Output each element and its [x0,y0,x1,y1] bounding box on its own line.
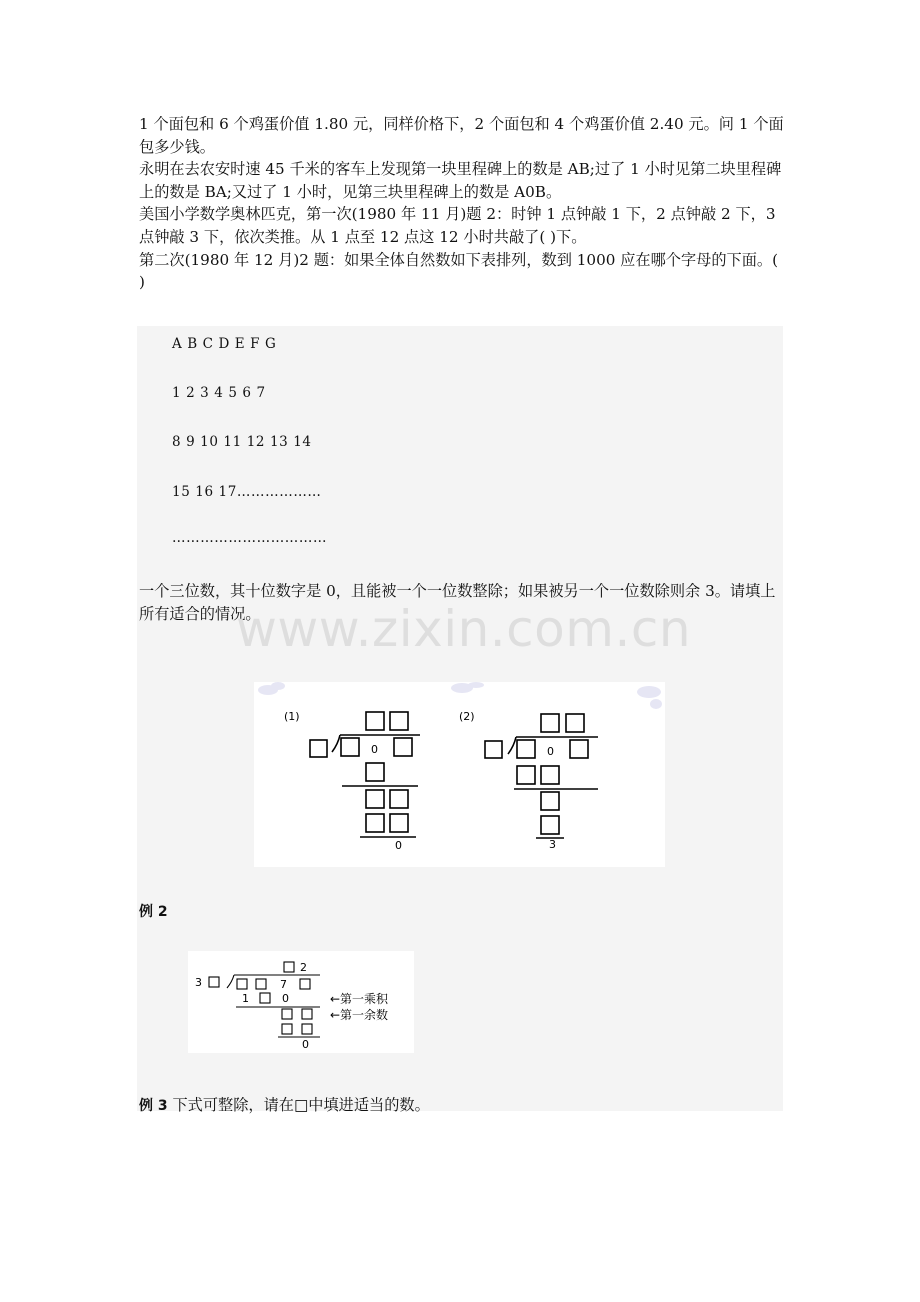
digit-box [390,814,408,832]
table-row-ellipsis: …………………………… [172,530,328,546]
digit-box [366,712,384,730]
problem-milestones: 永明在去农安时速 45 千米的客车上发现第一块里程碑上的数是 AB;过了 1 小时见第二块里程碑上的数是 BA;又过了 1 小时，见第三块里程碑上的数是 A0B。 [139,160,782,201]
division-puzzle-svg [254,682,665,867]
example-2-svg [188,951,414,1053]
digit-box [341,738,359,756]
problem-number-table: 第二次(1980 年 12 月)2 题：如果全体自然数如下表排列，数到 1000 应在哪个字母的下面。( ) [139,250,779,292]
digit-box [302,1024,312,1034]
digit-box [517,766,535,784]
dividend-zero-1: 0 [371,743,378,756]
digit-box [517,740,535,758]
example-2-label: 例 2 [139,904,168,920]
divisor-digit: 3 [195,976,202,989]
digit-box [310,740,327,757]
final-remainder-zero: 0 [302,1038,309,1051]
digit-box [566,714,584,732]
digit-box [541,766,559,784]
digit-box [260,993,270,1003]
dividend-digit: 7 [280,978,287,991]
digit-box [366,790,384,808]
digit-box [570,740,588,758]
digit-box [302,1009,312,1019]
digit-box [209,977,219,987]
problem-three-digit: 一个三位数，其十位数字是 0，且能被一个一位数整除；如果被另一个一位数除则余 3。请填上所有适合的情况。 [139,582,776,623]
product-digit-one: 1 [242,992,249,1005]
digit-box [256,979,266,989]
problem-bread-eggs: 1 个面包和 6 个鸡蛋价值 1.80 元，同样价格下，2 个面包和 4 个鸡蛋价值 2.40 元。问 1 个面包多少钱。 [139,115,784,156]
digit-box [485,741,502,758]
digit-box [394,738,412,756]
problem-clock-strikes: 美国小学数学奥林匹克，第一次(1980 年 11 月)题 2：时钟 1 点钟敲 1 下，2 点钟敲 2 下，3 点钟敲 3 下，依次类推。从 1 点至 12 点这 12 小时共敲了( )下。 [139,205,776,246]
remainder-three-2: 3 [549,838,556,851]
example-3-line [139,1094,430,1115]
digit-box [282,1024,292,1034]
division-puzzle-figure [254,682,665,867]
remainder-zero-1: 0 [395,839,402,852]
first-remainder-annotation: ←第一余数 [330,1008,389,1022]
table-row-1: 1 2 3 4 5 6 7 [172,385,266,401]
digit-box [541,792,559,810]
digit-box [366,814,384,832]
dividend-zero-2: 0 [547,745,554,758]
example-3-label: 例 3 [139,1098,168,1114]
quotient-digit: 2 [300,961,307,974]
watermark: www.zixin.com.cn [236,600,692,658]
digit-box [237,979,247,989]
digit-box [390,712,408,730]
digit-box [366,763,384,781]
digit-box [284,962,294,972]
puzzle-2-label: (2) [459,710,475,723]
table-row-letters: A B C D E F G [172,336,277,352]
table-row-3: 15 16 17……………… [172,484,322,500]
digit-box [541,816,559,834]
product-digit-zero: 0 [282,992,289,1005]
digit-box [300,979,310,989]
example-3-text: 下式可整除，请在□中填进适当的数。 [172,1096,430,1114]
digit-box [541,714,559,732]
table-row-2: 8 9 10 11 12 13 14 [172,434,312,450]
example-2-figure [188,951,414,1053]
puzzle-1-label: (1) [284,710,300,723]
first-product-annotation: ←第一乘积 [330,992,389,1006]
decorative-flowers [258,682,662,709]
problem-text-block [139,113,784,294]
digit-box [282,1009,292,1019]
digit-box [390,790,408,808]
